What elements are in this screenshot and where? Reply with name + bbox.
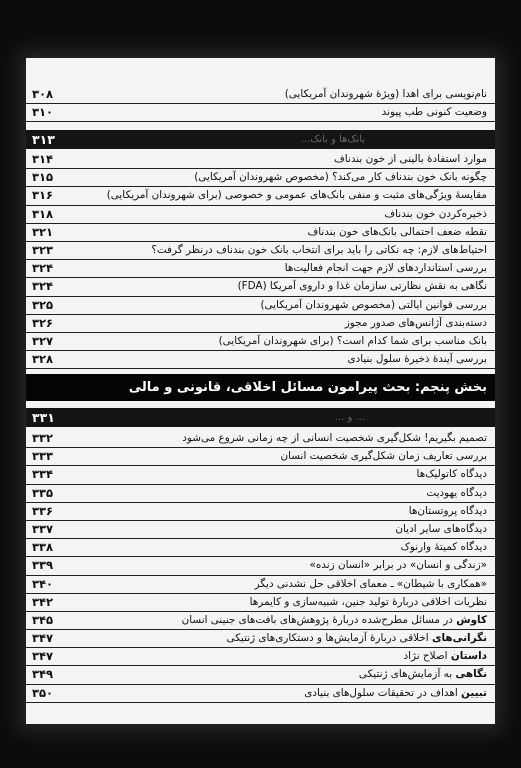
entry-title: اهداف در تحقیقات سلول‌های بنیادی — [304, 686, 462, 699]
toc-row[interactable] — [26, 242, 495, 260]
entry-title: احتیاط‌های لازم: چه نکاتی را باید برای انتخاب بانک خون بندناف درنظر گرفت؟ — [151, 243, 487, 256]
toc-row[interactable] — [26, 466, 495, 484]
entry-title: مقایسهٔ ویژگی‌های مثبت و منفی بانک‌های عمومی و خصوصی (برای شهروندان آمریکایی) — [106, 189, 487, 202]
entry-bold: تبیین — [461, 686, 487, 699]
entry-page: ۳۳۷ — [32, 521, 54, 536]
entry-title: اصلاح نژاد — [403, 650, 451, 663]
entry-title: ذخیره‌کردن خون بندناف — [384, 207, 487, 220]
entry-page: ۳۲۴ — [32, 279, 54, 294]
entry-page: ۳۴۲ — [32, 594, 54, 609]
entry-title: بانک مناسب برای شما کدام است؟ (برای شهروندان آمریکایی) — [218, 334, 487, 347]
toc-row[interactable] — [26, 151, 495, 169]
entry-page: ۳۱۸ — [32, 206, 54, 221]
toc-row[interactable] — [26, 278, 495, 296]
toc-row[interactable] — [26, 485, 495, 503]
part-title: بخش پنجم: بحث پیرامون مسائل اخلاقی، قانونی و مالی — [128, 380, 487, 395]
toc-row[interactable] — [26, 448, 495, 466]
entry-page: ۳۱۶ — [32, 188, 54, 203]
toc-row[interactable] — [26, 685, 495, 703]
toc-group-ethics — [26, 430, 495, 703]
entry-title: بررسی تعاریف زمان شکل‌گیری شخصیت انسان — [280, 450, 487, 463]
entry-title: «همکاری با شیطان» ـ معمای اخلاقی حل نشدنی دیگر — [254, 577, 487, 590]
toc-row[interactable] — [26, 315, 495, 333]
toc-row[interactable] — [26, 224, 495, 242]
entry-title: دیدگاه پروتستان‌ها — [408, 504, 487, 517]
entry-page: ۳۲۸ — [32, 352, 54, 367]
toc-row[interactable] — [26, 612, 495, 630]
entry-page: ۳۱۰ — [32, 105, 54, 120]
entry-title: بررسی استانداردهای لازم جهت انجام فعالیت‌ها — [284, 262, 487, 275]
part-header — [26, 374, 495, 401]
entry-page: ۳۳۴ — [32, 467, 54, 482]
entry-page: ۳۳۲ — [32, 431, 54, 445]
chapter-page: ۳۳۱ — [32, 410, 55, 425]
entry-title: نگاهی به نقش نظارتی سازمان غذا و داروی آمریکا (FDA) — [237, 280, 487, 293]
entry-title: چگونه بانک خون بندناف کار می‌کند؟ (مخصوص شهروندان آمریکایی) — [194, 171, 487, 184]
chapter-band[interactable] — [26, 408, 495, 427]
entry-page: ۳۲۴ — [32, 261, 54, 276]
toc-row[interactable] — [26, 169, 495, 187]
entry-page: ۳۴۷ — [32, 631, 54, 646]
toc-group-top — [26, 86, 495, 122]
entry-title: تصمیم بگیریم! شکل‌گیری شخصیت انسانی از چه زمانی شروع می‌شود — [182, 432, 487, 444]
toc-row[interactable] — [26, 576, 495, 594]
toc-row[interactable] — [26, 648, 495, 666]
entry-page: ۳۳۶ — [32, 503, 54, 518]
entry-title: دیدگاه کاتولیک‌ها — [416, 468, 487, 481]
toc-row[interactable] — [26, 351, 495, 369]
entry-title: نظریات اخلاقی دربارهٔ تولید جنین، شبیه‌سازی و کایمرها — [249, 595, 487, 608]
toc-row[interactable] — [26, 630, 495, 648]
chapter-title: ... و ... — [334, 412, 365, 423]
entry-title: به آزمایش‌های ژنتیکی — [358, 668, 456, 681]
entry-title: وضعیت کنونی طب پیوند — [381, 106, 487, 119]
entry-page: ۳۲۳ — [32, 242, 54, 257]
entry-title: «زندگی و انسان» در برابر «انسان زنده» — [309, 559, 487, 572]
toc-row[interactable] — [26, 557, 495, 575]
entry-page: ۳۴۵ — [32, 612, 54, 627]
toc-row[interactable] — [26, 86, 495, 104]
entry-page: ۳۳۳ — [32, 449, 54, 464]
entry-title: دیدگاه یهودیت — [426, 486, 487, 499]
entry-title: موارد استفادهٔ بالینی از خون بندناف — [334, 153, 487, 165]
entry-bold: کاوش — [456, 613, 487, 626]
entry-bold: نگاهی — [455, 668, 487, 681]
entry-page: ۳۳۸ — [32, 540, 54, 555]
entry-page: ۳۲۱ — [32, 224, 54, 239]
entry-page: ۳۳۹ — [32, 558, 54, 573]
entry-bold: نگرانی‌های — [431, 632, 487, 645]
toc-row[interactable] — [26, 503, 495, 521]
entry-title: دسته‌بندی آژانس‌های صدور مجوز — [344, 316, 487, 329]
entry-title: دیدگاه‌های سایر ادیان — [395, 522, 487, 535]
entry-title: نقطه ضعف احتمالی بانک‌های خون بندناف — [307, 225, 487, 238]
entry-title: اخلاقی دربارهٔ آزمایش‌ها و دستکاری‌های ژنتیکی — [226, 632, 432, 645]
entry-title: بررسی آیندهٔ ذخیرهٔ سلول بنیادی — [347, 353, 487, 366]
entry-page: ۳۲۷ — [32, 333, 54, 348]
entry-page: ۳۴۹ — [32, 667, 54, 682]
toc-row[interactable] — [26, 521, 495, 539]
entry-page: ۳۳۵ — [32, 485, 54, 500]
entry-page: ۳۱۴ — [32, 152, 54, 166]
book-page — [26, 58, 495, 724]
toc-row[interactable] — [26, 666, 495, 684]
entry-page: ۳۲۶ — [32, 315, 54, 330]
toc-row[interactable] — [26, 104, 495, 122]
entry-page: ۳۴۷ — [32, 649, 54, 664]
entry-title: دیدگاه کمیتهٔ وارنوک — [400, 541, 487, 554]
entry-page: ۳۱۵ — [32, 170, 54, 185]
chapter-band[interactable] — [26, 130, 495, 149]
toc-row[interactable] — [26, 187, 495, 205]
toc-row[interactable] — [26, 333, 495, 351]
toc-row[interactable] — [26, 539, 495, 557]
entry-page: ۳۲۵ — [32, 297, 54, 312]
toc-row[interactable] — [26, 297, 495, 315]
toc-row[interactable] — [26, 260, 495, 278]
entry-title: نام‌نویسی برای اهدا (ویژهٔ شهروندان آمریکایی) — [284, 88, 487, 100]
toc-group-bank — [26, 151, 495, 369]
entry-title: بررسی قوانین ایالتی (مخصوص شهروندان آمریکایی) — [260, 298, 487, 311]
entry-page: ۳۵۰ — [32, 685, 54, 700]
toc-row[interactable] — [26, 430, 495, 448]
chapter-page: ۳۱۳ — [32, 132, 55, 147]
toc-row[interactable] — [26, 206, 495, 224]
chapter-title: بانک‌ها و بانک... — [300, 134, 365, 145]
entry-title: در مسائل مطرح‌شده دربارهٔ پژوهش‌های بافت‌های جنینی انسان — [181, 613, 457, 626]
entry-page: ۳۰۸ — [32, 87, 54, 101]
entry-bold: داستان — [450, 650, 487, 663]
entry-page: ۳۴۰ — [32, 576, 54, 591]
toc-row[interactable] — [26, 594, 495, 612]
